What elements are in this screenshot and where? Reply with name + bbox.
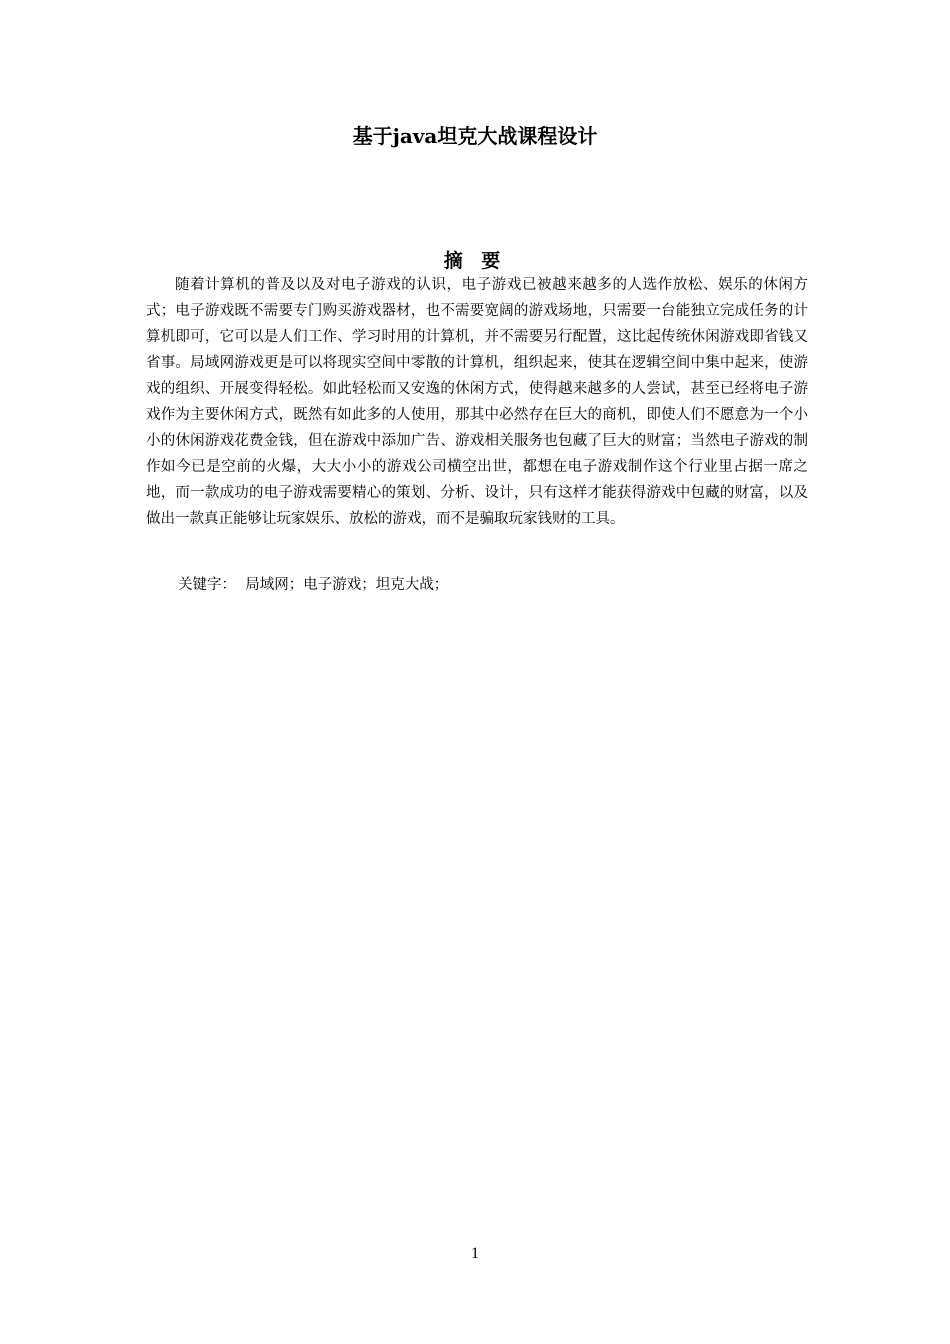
page-number: 1	[471, 1245, 479, 1262]
document-title: 基于java坦克大战课程设计	[352, 124, 598, 148]
abstract-body: 随着计算机的普及以及对电子游戏的认识，电子游戏已被越来越多的人选作放松、娱乐的休闲方式；电子游戏既不需要专门购买游戏器材，也不需要宽阔的游戏场地，只需要一台能独立完成任务的计算机即可，它可以是人们工作、学习时用的计算机，并不需要另行配置，这比起传统休闲游戏即省钱又省事。局域网游戏更是可以将现实空间中零散的计算机，组织起来，使其在逻辑空间中集中起来，使游戏的组织、开展变得轻松。如此轻松而又安逸的休闲方式，使得越来越多的人尝试，甚至已经将电子游戏作为主要休闲方式，既然有如此多的人使用，那其中必然存在巨大的商机，即使人们不愿意为一个小小的休闲游戏花费金钱，但在游戏中添加广告、游戏相关服务也包藏了巨大的财富；当然电子游戏的制作如今已是空前的火爆，大大小小的游戏公司横空出世，都想在电子游戏制作这个行业里占据一席之地，而一款成功的电子游戏需要精心的策划、分析、设计，只有这样才能获得游戏中包藏的财富，以及做出一款真正能够让玩家娱乐、放松的游戏，而不是骗取玩家钱财的工具。	[146, 277, 808, 527]
keywords-line: 关键字： 局域网；电子游戏；坦克大战；	[178, 577, 449, 593]
abstract-heading: 摘 要	[443, 250, 507, 272]
